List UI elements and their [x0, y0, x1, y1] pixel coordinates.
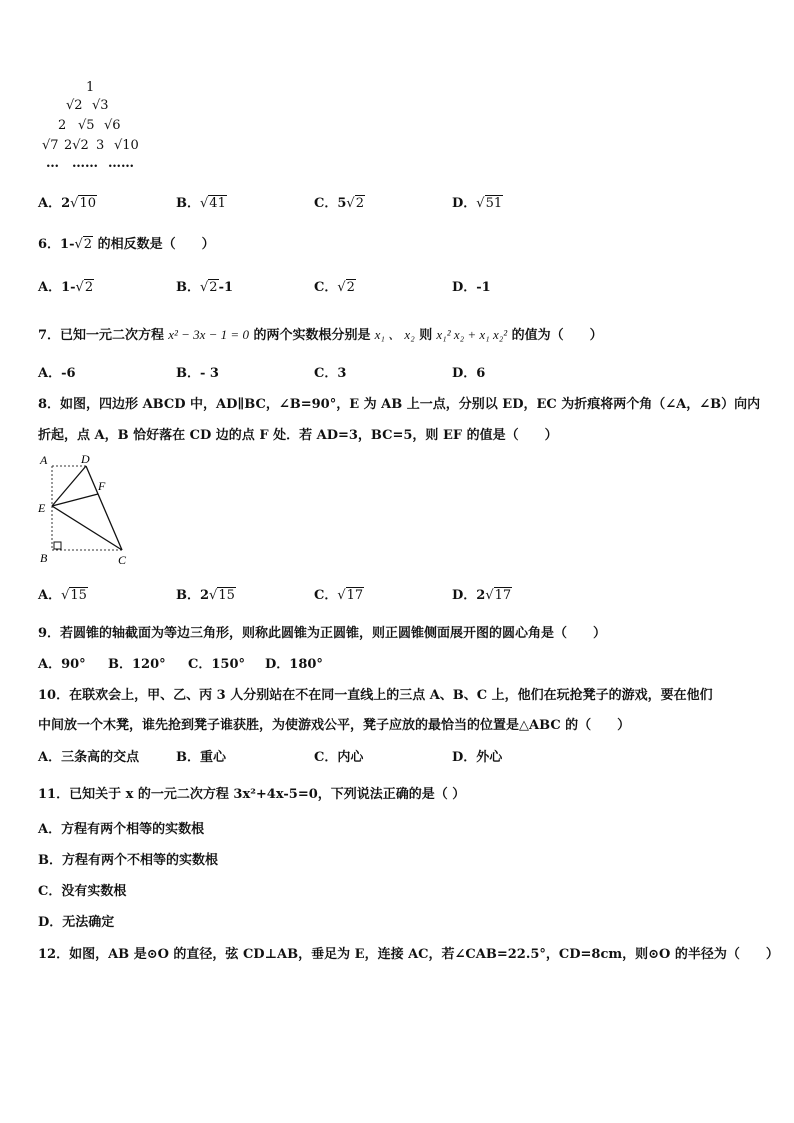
q6-option-a: A．1-√2	[38, 280, 94, 295]
pattern-row1-item: 1	[86, 80, 95, 95]
question-12: 12．如图，AB 是⊙O 的直径，弦 CD⊥AB，垂足为 E，连接 AC，若∠CAB=22.5°，CD=8cm，则⊙O 的半径为（ ）	[38, 947, 779, 962]
pattern-dots: ……	[72, 156, 98, 171]
q8-figure	[36, 450, 132, 570]
figure-label-f: F	[98, 479, 106, 493]
pattern-dots: ……	[108, 156, 134, 171]
question-6: 6．1-√2 的相反数是（ ）	[38, 237, 215, 252]
q7-option-a: A．-6	[38, 366, 76, 381]
q7-option-c: C．3	[314, 366, 347, 381]
question-8-line2: 折起，点 A，B 恰好落在 CD 边的点 F 处．若 AD=3，BC=5，则 EF 的值是（ ）	[38, 428, 558, 443]
pattern-row4-item: √10	[114, 138, 139, 153]
q7-expression: x₁² x₂ + x₁ x₂²	[436, 327, 508, 342]
q11-option-b: B．方程有两个不相等的实数根	[38, 853, 218, 868]
pattern-row4-item: 3	[96, 138, 105, 153]
q9-option-a: A．90°	[38, 657, 86, 672]
q8-option-d: D．2√17	[452, 588, 512, 603]
right-angle-mark	[54, 542, 61, 549]
q10-option-c: C．内心	[314, 750, 364, 765]
pattern-row2-item: √3	[92, 98, 109, 113]
question-9: 9．若圆锥的轴截面为等边三角形，则称此圆锥为正圆锥，则正圆锥侧面展开图的圆心角是（ ）	[38, 626, 607, 641]
q10-option-b: B．重心	[176, 750, 226, 765]
q9-option-d: D．180°	[265, 657, 323, 672]
figure-label-c: C	[118, 553, 127, 567]
pattern-row4-item: √7	[42, 138, 59, 153]
q7-equation: x² − 3x − 1 = 0	[168, 327, 249, 342]
figure-label-e: E	[38, 501, 46, 515]
q8-option-c: C．√17	[314, 588, 364, 603]
figure-segment-ec	[52, 506, 122, 550]
q5-option-c: C．5√2	[314, 196, 364, 211]
q6-option-c: C．√2	[314, 280, 355, 295]
q11-option-d: D．无法确定	[38, 915, 115, 930]
question-10-line2: 中间放一个木凳，谁先抢到凳子谁获胜，为使游戏公平，凳子应放的最恰当的位置是△ABC 的（ ）	[38, 718, 631, 733]
pattern-row3-item: 2	[58, 118, 67, 133]
q6-option-d: D．-1	[452, 280, 491, 295]
q8-option-b: B．2√15	[176, 588, 235, 603]
figure-label-d: D	[81, 452, 90, 466]
q8-option-a: A．√15	[38, 588, 87, 603]
pattern-dots: …	[46, 156, 59, 171]
question-11: 11．已知关于 x 的一元二次方程 3x²+4x-5=0，下列说法正确的是（ ）	[38, 787, 466, 802]
q7-roots: x₁ 、 x₂	[374, 327, 415, 342]
q5-option-a: A．2√10	[38, 196, 96, 211]
pattern-row3-item: √5	[78, 118, 95, 133]
pattern-row3-item: √6	[104, 118, 121, 133]
pattern-row2-item: √2	[66, 98, 83, 113]
figure-label-b: B	[40, 551, 48, 565]
q11-option-c: C．没有实数根	[38, 884, 127, 899]
q9-option-b: B．120°	[108, 657, 166, 672]
q11-option-a: A．方程有两个相等的实数根	[38, 822, 205, 837]
q5-option-b: B．√41	[176, 196, 226, 211]
q10-option-a: A．三条高的交点	[38, 750, 140, 765]
pattern-row4-item: 2√2	[64, 138, 89, 153]
question-10-line1: 10．在联欢会上，甲、乙、丙 3 人分别站在不在同一直线上的三点 A、B、C 上，他们在玩抢凳子的游戏，要在他们	[38, 688, 713, 703]
figure-segment-ed	[52, 466, 86, 506]
q5-option-d: D．√51	[452, 196, 503, 211]
q7-option-b: B．- 3	[176, 366, 219, 381]
question-8-line1: 8．如图，四边形 ABCD 中，AD∥BC，∠B=90°，E 为 AB 上一点，分别以 ED，EC 为折痕将两个角（∠A，∠B）向内	[38, 397, 761, 412]
q10-option-d: D．外心	[452, 750, 503, 765]
q6-option-b: B．√2-1	[176, 280, 234, 295]
question-7: 7．已知一元二次方程 x² − 3x − 1 = 0 的两个实数根分别是 x₁ 、 x₂ 则 x₁² x₂ + x₁ x₂² 的值为（ ）	[38, 327, 603, 343]
figure-label-a: A	[40, 453, 48, 467]
q7-option-d: D．6	[452, 366, 486, 381]
figure-segment-ef	[52, 494, 98, 506]
q9-option-c: C．150°	[188, 657, 245, 672]
